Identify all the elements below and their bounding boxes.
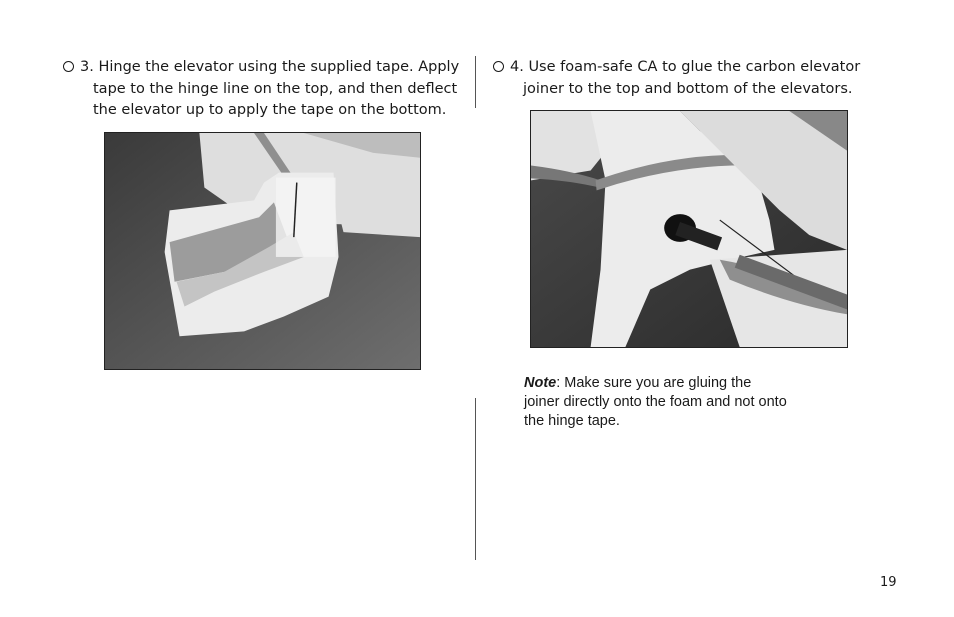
step-4-instruction: [493, 57, 860, 100]
note-text-1: : Make sure you are gluing the: [556, 375, 752, 391]
page-number: 19: [880, 575, 897, 590]
step-4-line-2: joiner to the top and bottom of the elevators.: [523, 80, 853, 97]
step-3-instruction: [63, 57, 459, 122]
elevator-hinge-illustration: [105, 133, 420, 369]
note-line-2: joiner directly onto the foam and not onto: [524, 394, 787, 410]
note-line-1: [524, 374, 787, 393]
checkbox-circle-icon[interactable]: [63, 61, 74, 72]
step-4-text-1: 4. Use foam-safe CA to glue the carbon elevator: [510, 59, 861, 75]
carbon-joiner-illustration: [531, 111, 847, 347]
step-4-line-1: [493, 57, 860, 79]
step-3-text-1: 3. Hinge the elevator using the supplied tape. Apply: [80, 59, 460, 75]
note-label: Note: [524, 375, 557, 391]
note-paragraph: [524, 374, 787, 431]
step-3-line-1: [63, 57, 459, 79]
column-divider-top: [475, 56, 476, 108]
carbon-joiner-photo: [530, 110, 848, 348]
note-line-3: the hinge tape.: [524, 413, 620, 429]
column-divider-bottom: [475, 398, 476, 560]
elevator-hinge-photo: [104, 132, 421, 370]
step-3-line-2: tape to the hinge line on the top, and then deflect: [93, 80, 458, 97]
step-3-line-3: the elevator up to apply the tape on the bottom.: [93, 102, 447, 118]
checkbox-circle-icon[interactable]: [493, 61, 504, 72]
